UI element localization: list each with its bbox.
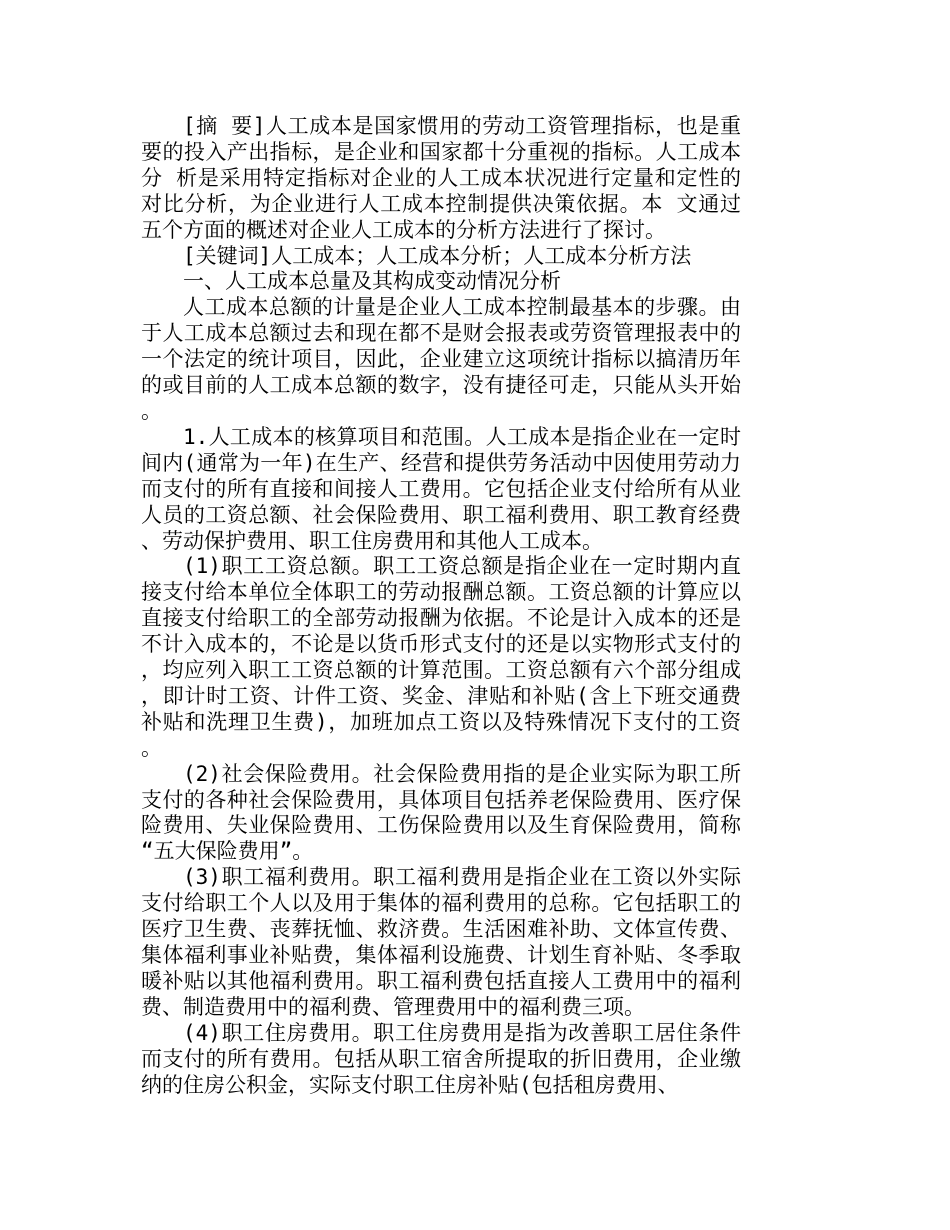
body-paragraph: (3)职工福利费用。职工福利费用是指企业在工资以外实际支付给职工个人以及用于集体的福利费用的总称。它包括职工的医疗卫生费、丧葬抚恤、救济费。生活困难补助、文体宣传费、集体福利事业补贴费，集体福利设施费、计划生育补贴、冬季取暖补贴以其他福利费用。职工福利费包括直接人工费用中的福利费、制造费用中的福利费、管理费用中的福利费三项。 (141, 865, 741, 1019)
abstract-paragraph: [摘 要]人工成本是国家惯用的劳动工资管理指标，也是重要的投入产出指标，是企业和国家都十分重视的指标。人工成本分 析是采用特定指标对企业的人工成本状况进行定量和定性的对比分析，为企业进行人工成本控制提供决策依据。本 文通过五个方面的概述对企业人工成本的分析方法进行了探讨。 (141, 114, 741, 242)
body-paragraph: 人工成本总额的计量是企业人工成本控制最基本的步骤。由于人工成本总额过去和现在都不是财会报表或劳资管理报表中的一个法定的统计项目，因此，企业建立这项统计指标以搞清历年的或目前的人工成本总额的数字，没有捷径可走，只能从头开始。 (141, 295, 741, 423)
section-heading: 一、人工成本总量及其构成变动情况分析 (183, 269, 561, 294)
keywords-paragraph: [关键词]人工成本；人工成本分析；人工成本分析方法 (183, 243, 692, 268)
body-paragraph: (4)职工住房费用。职工住房费用是指为改善职工居住条件而支付的所有费用。包括从职工宿舍所提取的折旧费用，企业缴纳的住房公积金，实际支付职工住房补贴(包括租房费用、 (141, 1020, 741, 1097)
body-paragraph: 1.人工成本的核算项目和范围。人工成本是指企业在一定时间内(通常为一年)在生产、经营和提供劳务活动中因使用劳动力而支付的所有直接和间接人工费用。它包括企业支付给所有从业人员的工资总额、社会保险费用、职工福利费用、职工教育经费、劳动保护费用、职工住房费用和其他人工成本。 (141, 424, 741, 553)
document-body (141, 114, 741, 1098)
body-paragraph: (1)职工工资总额。职工工资总额是指企业在一定时期内直接支付给本单位全体职工的劳动报酬总额。工资总额的计算应以直接支付给职工的全部劳动报酬为依据。不论是计入成本的还是不计入成本的，不论是以货币形式支付的还是以实物形式支付的，均应列入职工工资总额的计算范围。工资总额有六个部分组成，即计时工资、计件工资、奖金、津贴和补贴(含上下班交通费补贴和洗理卫生费)，加班加点工资以及特殊情况下支付的工资。 (141, 554, 741, 760)
body-paragraph: (2)社会保险费用。社会保险费用指的是企业实际为职工所支付的各种社会保险费用，具体项目包括养老保险费用、医疗保险费用、失业保险费用、工伤保险费用以及生育保险费用，简称“五大保险费用”。 (141, 761, 741, 864)
